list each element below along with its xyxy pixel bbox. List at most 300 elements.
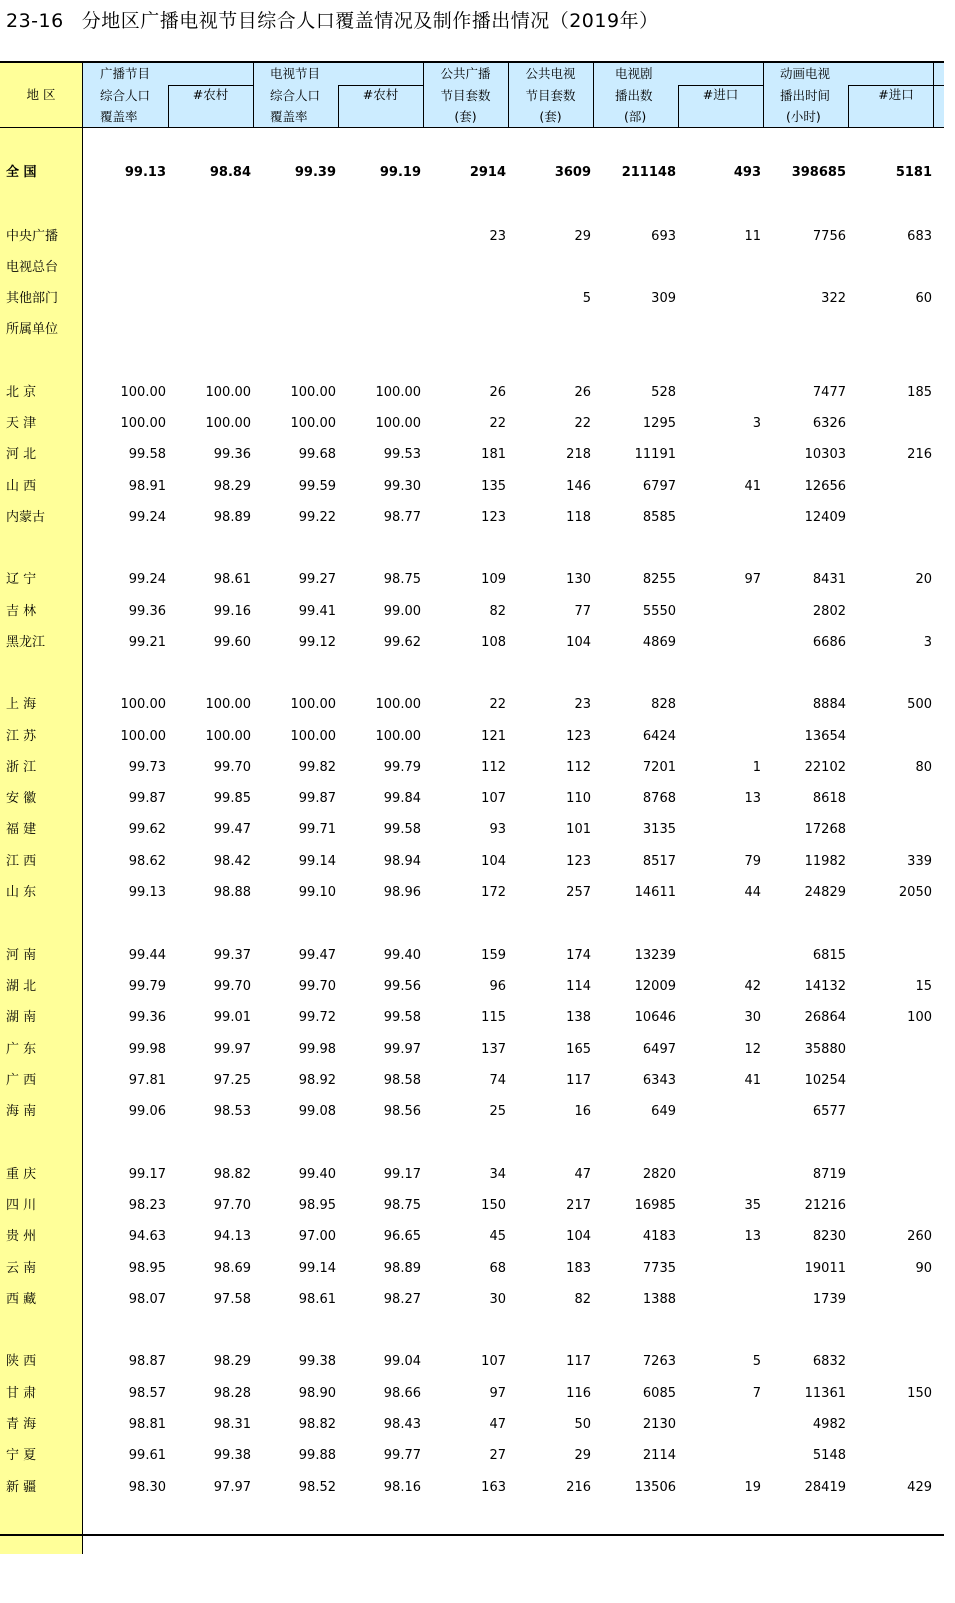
cell-tv-drama-count: 6497 (642, 1042, 676, 1057)
header-radio-coverage-line1: 广播节目 (100, 66, 151, 81)
cell-tv-coverage: 99.27 (298, 572, 336, 587)
header-tv-drama-line3: (部) (624, 109, 647, 124)
cell-animation-hours: 4982 (812, 1417, 846, 1432)
row-label: 贵 州 (6, 1229, 37, 1244)
cell-tv-coverage: 99.72 (298, 1010, 336, 1025)
cell-public-tv-sets: 183 (566, 1261, 591, 1276)
cell-tv-drama-count: 6424 (642, 729, 676, 744)
cell-public-tv-sets: 118 (566, 510, 591, 525)
cell-tv-coverage: 99.70 (298, 979, 336, 994)
subheader-rule (848, 85, 944, 86)
subheader-rule (678, 85, 763, 86)
cell-tv-coverage: 99.12 (298, 635, 336, 650)
cell-animation-import: 339 (907, 854, 932, 869)
column-divider (593, 61, 594, 128)
cell-tv-rural: 99.17 (383, 1167, 421, 1182)
cell-tv-drama-count: 8585 (642, 510, 676, 525)
cell-animation-hours: 8884 (812, 697, 846, 712)
row-label: 吉 林 (6, 604, 37, 619)
cell-tv-rural: 100.00 (375, 385, 421, 400)
row-label: 云 南 (6, 1261, 37, 1276)
cell-radio-coverage: 98.95 (128, 1261, 166, 1276)
cell-tv-coverage: 99.41 (298, 604, 336, 619)
row-label: 西 藏 (6, 1292, 37, 1307)
cell-tv-drama-import: 13 (744, 1229, 761, 1244)
cell-public-radio-sets: 22 (489, 416, 506, 431)
cell-tv-coverage: 99.88 (298, 1448, 336, 1463)
cell-radio-rural: 98.28 (213, 1386, 251, 1401)
cell-radio-rural: 99.16 (213, 604, 251, 619)
cell-animation-hours: 6832 (812, 1354, 846, 1369)
cell-public-radio-sets: 137 (481, 1042, 506, 1057)
cell-animation-hours: 26864 (804, 1010, 846, 1025)
cell-public-tv-sets: 165 (566, 1042, 591, 1057)
row-label: 江 西 (6, 854, 37, 869)
cell-tv-drama-count: 8517 (642, 854, 676, 869)
cell-radio-coverage: 94.63 (128, 1229, 166, 1244)
cell-public-tv-sets: 104 (566, 635, 591, 650)
cell-tv-drama-import: 3 (752, 416, 761, 431)
top-rule (0, 61, 944, 63)
cell-tv-drama-count: 4869 (642, 635, 676, 650)
cell-tv-drama-count: 649 (651, 1104, 676, 1119)
cell-public-radio-sets: 150 (481, 1198, 506, 1213)
cell-radio-coverage: 99.79 (128, 979, 166, 994)
cell-tv-rural: 99.00 (383, 604, 421, 619)
cell-tv-rural: 100.00 (375, 416, 421, 431)
cell-radio-rural: 97.58 (213, 1292, 251, 1307)
cell-radio-rural: 98.89 (213, 510, 251, 525)
row-label: 海 南 (6, 1104, 37, 1119)
cell-tv-rural: 98.58 (383, 1073, 421, 1088)
cell-public-radio-sets: 97 (489, 1386, 506, 1401)
header-animation-line1: 动画电视 (780, 66, 831, 81)
cell-public-tv-sets: 82 (574, 1292, 591, 1307)
cell-tv-drama-count: 528 (651, 385, 676, 400)
cell-public-tv-sets: 174 (566, 948, 591, 963)
subheader-rule (338, 85, 423, 86)
row-label: 天 津 (6, 416, 37, 431)
cell-public-tv-sets: 257 (566, 885, 591, 900)
cell-public-radio-sets: 82 (489, 604, 506, 619)
cell-tv-drama-import: 44 (744, 885, 761, 900)
cell-radio-rural: 99.60 (213, 635, 251, 650)
cell-radio-coverage: 98.23 (128, 1198, 166, 1213)
cell-animation-hours: 19011 (804, 1261, 846, 1276)
header-radio-coverage-line3: 覆盖率 (100, 109, 138, 124)
cell-tv-drama-import: 79 (744, 854, 761, 869)
cell-radio-coverage: 98.30 (128, 1480, 166, 1495)
cell-public-radio-sets: 30 (489, 1292, 506, 1307)
cell-tv-rural: 98.27 (383, 1292, 421, 1307)
cell-public-radio-sets: 163 (481, 1480, 506, 1495)
row-label: 福 建 (6, 822, 37, 837)
row-label: 北 京 (6, 385, 37, 400)
cell-public-tv-sets: 110 (566, 791, 591, 806)
cell-tv-drama-count: 1295 (642, 416, 676, 431)
cell-public-radio-sets: 45 (489, 1229, 506, 1244)
row-label: 全 国 (6, 165, 37, 180)
header-public-tv-line3: (套) (539, 109, 562, 124)
cell-public-tv-sets: 23 (574, 697, 591, 712)
header-tv-coverage-line1: 电视节目 (270, 66, 321, 81)
cell-tv-drama-count: 10646 (634, 1010, 676, 1025)
cell-tv-rural: 100.00 (375, 697, 421, 712)
cell-public-tv-sets: 123 (566, 854, 591, 869)
cell-public-radio-sets: 121 (481, 729, 506, 744)
cell-tv-drama-count: 2820 (642, 1167, 676, 1182)
cell-public-radio-sets: 34 (489, 1167, 506, 1182)
cell-tv-rural: 99.53 (383, 447, 421, 462)
cell-public-tv-sets: 5 (582, 291, 591, 306)
cell-tv-drama-import: 13 (744, 791, 761, 806)
cell-tv-rural: 99.77 (383, 1448, 421, 1463)
cell-animation-hours: 8431 (812, 572, 846, 587)
cell-tv-coverage: 98.82 (298, 1417, 336, 1432)
cell-public-radio-sets: 135 (481, 479, 506, 494)
column-divider (82, 61, 83, 1554)
cell-radio-rural: 98.69 (213, 1261, 251, 1276)
cell-tv-drama-count: 13506 (634, 1480, 676, 1495)
cell-tv-coverage: 99.40 (298, 1167, 336, 1182)
header-region: 地 区 (26, 87, 56, 102)
cell-animation-hours: 10254 (804, 1073, 846, 1088)
page-title (6, 6, 659, 33)
cell-public-radio-sets: 47 (489, 1417, 506, 1432)
cell-tv-rural: 99.58 (383, 1010, 421, 1025)
cell-radio-coverage: 99.17 (128, 1167, 166, 1182)
cell-tv-coverage: 99.47 (298, 948, 336, 963)
cell-tv-coverage: 99.08 (298, 1104, 336, 1119)
subheader-rule (168, 85, 253, 86)
cell-animation-hours: 12656 (804, 479, 846, 494)
cell-tv-rural: 98.75 (383, 572, 421, 587)
row-label: 广 西 (6, 1073, 37, 1088)
cell-tv-drama-count: 8768 (642, 791, 676, 806)
cell-animation-import: 5181 (895, 165, 932, 180)
cell-tv-rural: 99.04 (383, 1354, 421, 1369)
cell-public-radio-sets: 123 (481, 510, 506, 525)
cell-tv-rural: 99.19 (379, 165, 421, 180)
row-label: 黑龙江 (6, 635, 46, 650)
cell-animation-import: 683 (907, 229, 932, 244)
cell-tv-coverage: 98.90 (298, 1386, 336, 1401)
cell-radio-rural: 100.00 (205, 385, 251, 400)
cell-public-tv-sets: 29 (574, 229, 591, 244)
row-label: 四 川 (6, 1198, 37, 1213)
cell-radio-coverage: 98.62 (128, 854, 166, 869)
cell-radio-coverage: 99.61 (128, 1448, 166, 1463)
cell-public-radio-sets: 22 (489, 697, 506, 712)
cell-tv-drama-import: 30 (744, 1010, 761, 1025)
header-tv-coverage-line3: 覆盖率 (270, 109, 308, 124)
cell-animation-import: 90 (915, 1261, 932, 1276)
cell-animation-import: 20 (915, 572, 932, 587)
header-radio-coverage-line2: 综合人口 (100, 88, 151, 103)
cell-radio-rural: 100.00 (205, 729, 251, 744)
cell-radio-coverage: 97.81 (128, 1073, 166, 1088)
cell-animation-hours: 28419 (804, 1480, 846, 1495)
cell-tv-drama-count: 7201 (642, 760, 676, 775)
header-tv-drama-import: #进口 (702, 87, 739, 102)
cell-public-tv-sets: 104 (566, 1229, 591, 1244)
cell-radio-rural: 100.00 (205, 697, 251, 712)
row-label: 青 海 (6, 1417, 37, 1432)
row-label: 重 庆 (6, 1167, 37, 1182)
cell-public-radio-sets: 26 (489, 385, 506, 400)
cell-tv-rural: 98.96 (383, 885, 421, 900)
cell-animation-hours: 2802 (812, 604, 846, 619)
cell-radio-rural: 98.31 (213, 1417, 251, 1432)
region-column-background (0, 61, 82, 1554)
cell-radio-rural: 99.85 (213, 791, 251, 806)
cell-public-tv-sets: 218 (566, 447, 591, 462)
row-label: 山 西 (6, 479, 37, 494)
cell-public-tv-sets: 112 (566, 760, 591, 775)
row-label: 湖 北 (6, 979, 37, 994)
cell-radio-coverage: 99.21 (128, 635, 166, 650)
cell-animation-hours: 398685 (791, 165, 846, 180)
cell-public-tv-sets: 101 (566, 822, 591, 837)
cell-tv-rural: 98.43 (383, 1417, 421, 1432)
cell-tv-coverage: 98.52 (298, 1480, 336, 1495)
cell-tv-drama-count: 6797 (642, 479, 676, 494)
cell-tv-coverage: 99.87 (298, 791, 336, 806)
cell-tv-rural: 98.77 (383, 510, 421, 525)
cell-tv-rural: 100.00 (375, 729, 421, 744)
row-label: 电视总台 (6, 260, 59, 275)
cell-public-radio-sets: 112 (481, 760, 506, 775)
cell-radio-coverage: 99.58 (128, 447, 166, 462)
cell-public-radio-sets: 107 (481, 791, 506, 806)
cell-radio-rural: 98.61 (213, 572, 251, 587)
cell-radio-rural: 98.42 (213, 854, 251, 869)
cell-tv-coverage: 99.82 (298, 760, 336, 775)
cell-public-tv-sets: 123 (566, 729, 591, 744)
cell-tv-coverage: 99.38 (298, 1354, 336, 1369)
header-public-radio-line2: 节目套数 (440, 88, 491, 103)
cell-radio-rural: 98.84 (209, 165, 251, 180)
cell-tv-coverage: 99.14 (298, 854, 336, 869)
cell-public-radio-sets: 181 (481, 447, 506, 462)
cell-animation-hours: 22102 (804, 760, 846, 775)
cell-public-tv-sets: 216 (566, 1480, 591, 1495)
header-public-radio-line1: 公共广播 (440, 66, 491, 81)
cell-public-radio-sets: 74 (489, 1073, 506, 1088)
cell-tv-rural: 98.16 (383, 1480, 421, 1495)
cell-public-radio-sets: 104 (481, 854, 506, 869)
cell-animation-hours: 6577 (812, 1104, 846, 1119)
cell-animation-hours: 13654 (804, 729, 846, 744)
cell-radio-rural: 98.53 (213, 1104, 251, 1119)
row-label: 甘 肃 (6, 1386, 37, 1401)
cell-radio-coverage: 98.81 (128, 1417, 166, 1432)
cell-radio-coverage: 99.62 (128, 822, 166, 837)
cell-animation-hours: 14132 (804, 979, 846, 994)
row-label: 内蒙古 (6, 510, 46, 525)
cell-radio-rural: 99.01 (213, 1010, 251, 1025)
cell-radio-coverage: 100.00 (120, 416, 166, 431)
cell-tv-drama-import: 12 (744, 1042, 761, 1057)
row-label: 山 东 (6, 885, 37, 900)
cell-tv-coverage: 99.14 (298, 1261, 336, 1276)
cell-radio-coverage: 100.00 (120, 385, 166, 400)
cell-tv-coverage: 99.98 (298, 1042, 336, 1057)
cell-radio-rural: 99.47 (213, 822, 251, 837)
cell-animation-hours: 1739 (812, 1292, 846, 1307)
cell-animation-hours: 8719 (812, 1167, 846, 1182)
cell-tv-coverage: 99.68 (298, 447, 336, 462)
cell-tv-rural: 99.40 (383, 948, 421, 963)
row-label: 河 北 (6, 447, 37, 462)
header-tv-drama-line2: 播出数 (615, 88, 653, 103)
cell-tv-rural: 96.65 (383, 1229, 421, 1244)
cell-radio-coverage: 99.13 (124, 165, 166, 180)
cell-animation-import: 100 (907, 1010, 932, 1025)
cell-tv-coverage: 98.95 (298, 1198, 336, 1213)
cell-tv-drama-import: 41 (744, 479, 761, 494)
cell-tv-coverage: 98.92 (298, 1073, 336, 1088)
cell-tv-rural: 99.62 (383, 635, 421, 650)
cell-radio-rural: 98.29 (213, 1354, 251, 1369)
header-public-tv-line1: 公共电视 (525, 66, 576, 81)
row-label: 广 东 (6, 1042, 37, 1057)
cell-tv-coverage: 100.00 (290, 385, 336, 400)
column-divider (253, 61, 254, 128)
table-title: 分地区广播电视节目综合人口覆盖情况及制作播出情况（2019年） (81, 10, 659, 32)
cell-tv-drama-import: 35 (744, 1198, 761, 1213)
cell-radio-rural: 99.38 (213, 1448, 251, 1463)
cell-tv-drama-count: 5550 (642, 604, 676, 619)
header-public-radio-line3: (套) (454, 109, 477, 124)
cell-animation-hours: 21216 (804, 1198, 846, 1213)
cell-tv-drama-count: 6085 (642, 1386, 676, 1401)
cell-tv-drama-count: 2114 (642, 1448, 676, 1463)
cell-tv-rural: 99.84 (383, 791, 421, 806)
cell-animation-hours: 11982 (804, 854, 846, 869)
cell-tv-drama-import: 11 (744, 229, 761, 244)
cell-animation-import: 429 (907, 1480, 932, 1495)
cell-tv-coverage: 97.00 (298, 1229, 336, 1244)
cell-radio-coverage: 99.13 (128, 885, 166, 900)
cell-public-tv-sets: 26 (574, 385, 591, 400)
cell-animation-import: 500 (907, 697, 932, 712)
header-animation-line2: 播出时间 (780, 88, 831, 103)
cell-public-tv-sets: 146 (566, 479, 591, 494)
cell-tv-drama-import: 42 (744, 979, 761, 994)
cell-radio-coverage: 99.24 (128, 510, 166, 525)
cell-radio-rural: 97.25 (213, 1073, 251, 1088)
cell-public-tv-sets: 117 (566, 1073, 591, 1088)
row-label: 中央广播 (6, 229, 59, 244)
cell-radio-coverage: 98.57 (128, 1386, 166, 1401)
cell-tv-coverage: 100.00 (290, 697, 336, 712)
cell-tv-rural: 99.58 (383, 822, 421, 837)
cell-animation-hours: 6326 (812, 416, 846, 431)
cell-radio-rural: 97.97 (213, 1480, 251, 1495)
cell-radio-coverage: 99.44 (128, 948, 166, 963)
row-label: 陕 西 (6, 1354, 37, 1369)
row-label: 上 海 (6, 697, 37, 712)
cell-public-tv-sets: 22 (574, 416, 591, 431)
cell-animation-hours: 8618 (812, 791, 846, 806)
cell-radio-coverage: 99.73 (128, 760, 166, 775)
cell-radio-rural: 97.70 (213, 1198, 251, 1213)
cell-tv-drama-import: 19 (744, 1480, 761, 1495)
header-animation-import: #进口 (878, 87, 914, 102)
cell-tv-drama-count: 693 (651, 229, 676, 244)
cell-public-radio-sets: 159 (481, 948, 506, 963)
cell-tv-drama-count: 8255 (642, 572, 676, 587)
cell-radio-rural: 99.37 (213, 948, 251, 963)
row-label: 新 疆 (6, 1480, 37, 1495)
cell-tv-rural: 98.66 (383, 1386, 421, 1401)
cell-tv-drama-count: 211148 (621, 165, 676, 180)
cell-radio-coverage: 98.07 (128, 1292, 166, 1307)
cell-radio-rural: 99.36 (213, 447, 251, 462)
cell-radio-rural: 99.70 (213, 760, 251, 775)
cell-animation-hours: 10303 (804, 447, 846, 462)
cell-animation-hours: 7756 (812, 229, 846, 244)
cell-public-radio-sets: 109 (481, 572, 506, 587)
cell-animation-hours: 24829 (804, 885, 846, 900)
cell-tv-drama-count: 16985 (634, 1198, 676, 1213)
cell-tv-coverage: 99.71 (298, 822, 336, 837)
cell-tv-rural: 98.94 (383, 854, 421, 869)
cell-animation-import: 260 (907, 1229, 932, 1244)
cell-public-tv-sets: 50 (574, 1417, 591, 1432)
cell-animation-hours: 322 (821, 291, 846, 306)
cell-tv-drama-import: 493 (733, 165, 761, 180)
cell-public-radio-sets: 2914 (469, 165, 506, 180)
cell-animation-hours: 35880 (804, 1042, 846, 1057)
cell-animation-import: 150 (907, 1386, 932, 1401)
cell-tv-drama-import: 7 (752, 1386, 761, 1401)
cell-radio-rural: 98.29 (213, 479, 251, 494)
cell-public-radio-sets: 115 (481, 1010, 506, 1025)
cell-animation-import: 80 (915, 760, 932, 775)
cell-tv-rural: 98.89 (383, 1261, 421, 1276)
cell-public-tv-sets: 77 (574, 604, 591, 619)
header-public-tv-line2: 节目套数 (525, 88, 576, 103)
column-divider (763, 61, 764, 128)
cell-public-tv-sets: 116 (566, 1386, 591, 1401)
cell-radio-coverage: 99.36 (128, 1010, 166, 1025)
row-label: 所属单位 (6, 322, 59, 337)
cell-tv-drama-count: 7263 (642, 1354, 676, 1369)
header-bottom-rule (0, 127, 944, 128)
cell-animation-hours: 17268 (804, 822, 846, 837)
cell-tv-coverage: 100.00 (290, 729, 336, 744)
cell-radio-rural: 100.00 (205, 416, 251, 431)
cell-tv-rural: 99.79 (383, 760, 421, 775)
cell-animation-import: 3 (923, 635, 932, 650)
row-label: 安 徽 (6, 791, 37, 806)
cell-radio-coverage: 98.87 (128, 1354, 166, 1369)
cell-tv-rural: 98.56 (383, 1104, 421, 1119)
cell-public-radio-sets: 172 (481, 885, 506, 900)
row-label: 浙 江 (6, 760, 37, 775)
cell-tv-drama-count: 4183 (642, 1229, 676, 1244)
table-number: 23-16 (6, 10, 64, 32)
row-label: 辽 宁 (6, 572, 37, 587)
row-label: 河 南 (6, 948, 37, 963)
cell-tv-coverage: 100.00 (290, 416, 336, 431)
cell-tv-rural: 98.75 (383, 1198, 421, 1213)
cell-animation-hours: 5148 (812, 1448, 846, 1463)
cell-radio-rural: 98.88 (213, 885, 251, 900)
cell-tv-drama-count: 6343 (642, 1073, 676, 1088)
